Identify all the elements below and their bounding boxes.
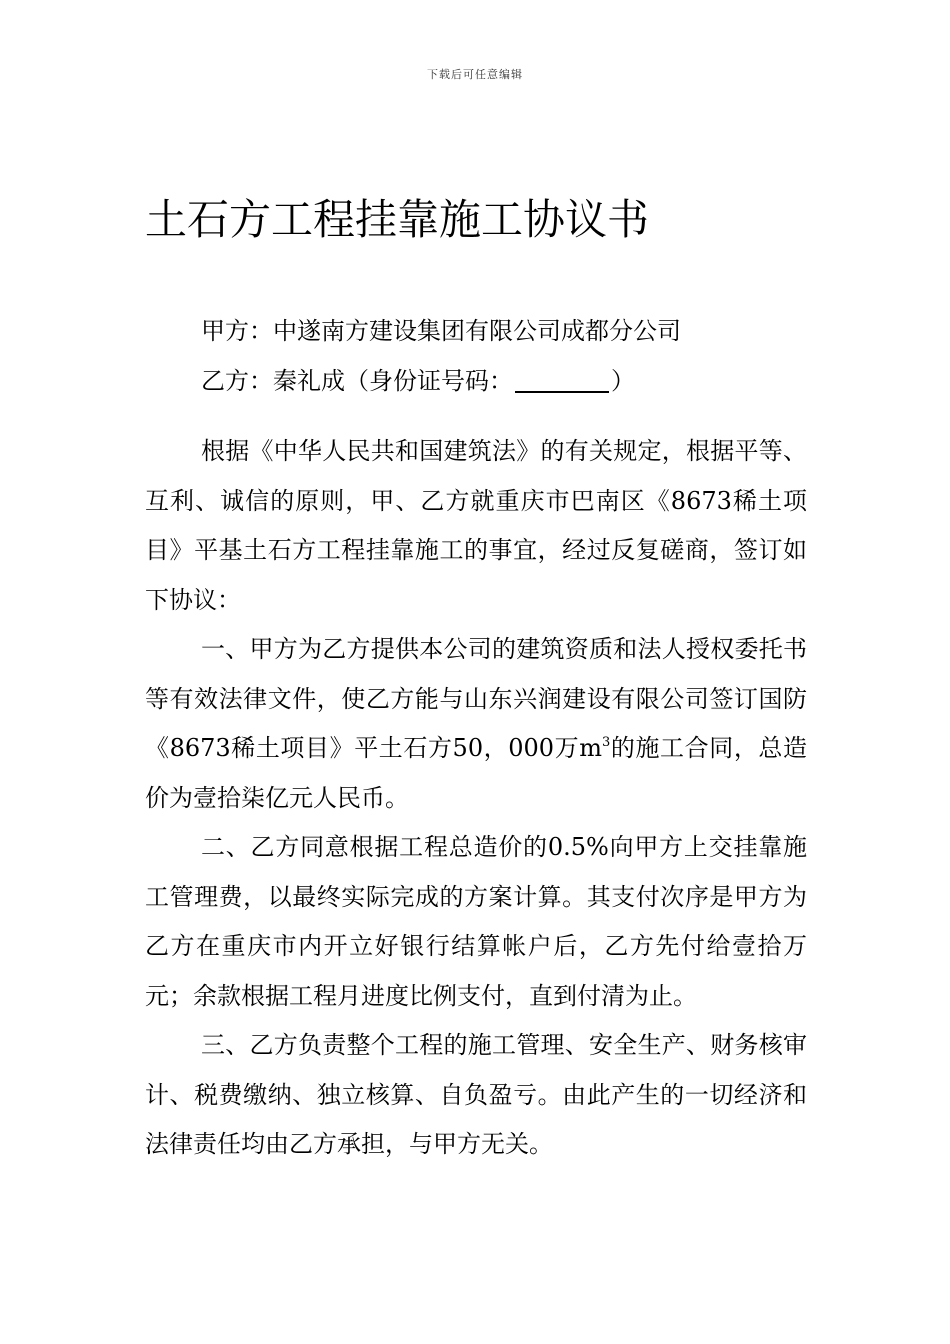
parties-block	[145, 306, 805, 406]
party-b-suffix: ）	[611, 367, 635, 395]
party-b-prefix: 乙方：秦礼成（身份证号码：	[201, 367, 513, 395]
clause-1-paragraph	[145, 625, 807, 823]
header-note: 下载后可任意编辑	[427, 68, 523, 81]
cubic-superscript: 3	[602, 735, 611, 750]
agreement-body	[145, 427, 807, 1170]
document-title: 土石方工程挂靠施工协议书	[145, 195, 650, 244]
clause-1-text-a: 一、甲方为乙方提供本公司的建筑资质和法人授权委托书等有效法律文件，使乙方能与山东兴润建设有限公司签订国防《8673稀土项目》平土石方50，000万m	[145, 635, 807, 762]
party-b-line	[145, 356, 805, 406]
clause-3-paragraph: 三、乙方负责整个工程的施工管理、安全生产、财务核审计、税费缴纳、独立核算、自负盈亏。由此产生的一切经济和法律责任均由乙方承担，与甲方无关。	[145, 1031, 807, 1158]
intro-paragraph: 根据《中华人民共和国建筑法》的有关规定，根据平等、互利、诚信的原则，甲、乙方就重庆市巴南区《8673稀土项目》平基土石方工程挂靠施工的事宜，经过反复磋商，签订如下协议：	[145, 437, 807, 614]
id-number-blank	[515, 365, 609, 393]
party-a-line: 甲方：中遂南方建设集团有限公司成都分公司	[201, 317, 681, 345]
clause-2-paragraph: 二、乙方同意根据工程总造价的0.5%向甲方上交挂靠施工管理费，以最终实际完成的方案计算。其支付次序是甲方为乙方在重庆市内开立好银行结算帐户后，乙方先付给壹拾万元；余款根据工程月进度比例支付，直到付清为止。	[145, 833, 807, 1010]
clause-1-text-b: 的施工合同，总造价为壹拾柒亿元人民币。	[145, 734, 808, 812]
